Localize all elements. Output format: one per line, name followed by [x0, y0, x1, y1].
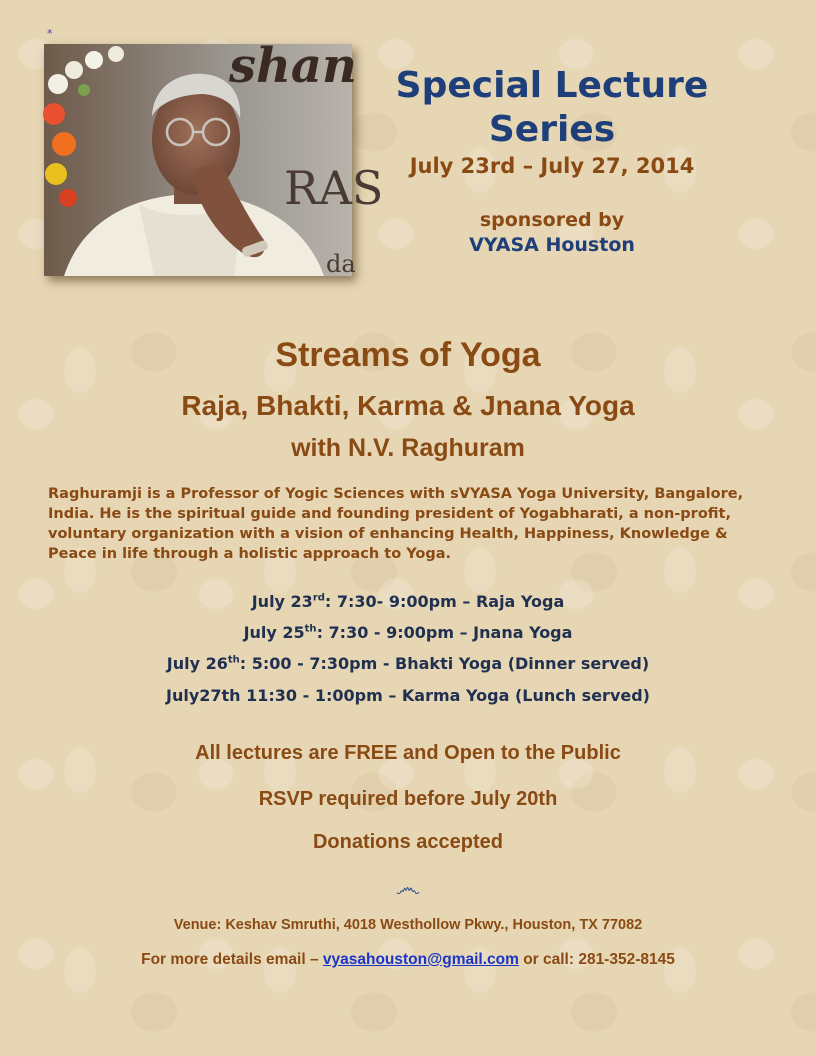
speaker-portrait-illustration [44, 38, 384, 278]
backdrop-text-top: shan [229, 38, 357, 94]
schedule-day: July 23 [251, 592, 313, 611]
schedule-item [0, 686, 816, 705]
donations-notice: Donations accepted [312, 831, 504, 853]
contact-suffix: or call: 281-352-8145 [518, 951, 675, 968]
schedule-day: July 25 [243, 623, 305, 642]
schedule-item [0, 654, 816, 673]
schedule-day-suffix: th [227, 654, 240, 666]
contact-prefix: For more details email – [141, 951, 323, 968]
rsvp-notice: RSVP required before July 20th [258, 788, 558, 810]
schedule-details: 11:30 - 1:00pm – Karma Yoga (Lunch served) [240, 686, 650, 705]
asterisk-marker: * [47, 27, 53, 40]
speaker-photo [44, 38, 384, 278]
schedule-day: July27th [165, 686, 241, 705]
contact-line [0, 951, 816, 969]
speaker-bio: Raghuramji is a Professor of Yogic Sciences with sVYASA Yoga University, Bangalore, India. He is the spiritual guide and founding president of Yogabharati, a non-profit, voluntary organization with a vision of enhancing Health, Happiness, Knowledge & Peace in life through a holistic approach to Yoga. [48, 486, 744, 562]
header-dates: July 23rd – July 27, 2014 [409, 154, 695, 178]
sponsor-org: VYASA Houston [469, 234, 635, 256]
schedule-details: : 7:30- 9:00pm – Raja Yoga [324, 592, 565, 611]
free-notice: All lectures are FREE and Open to the Public [195, 742, 621, 764]
ornament-icon: ෴ [395, 873, 421, 903]
schedule-item [0, 623, 816, 642]
header-title-line1: Special Lecture [395, 65, 709, 106]
event-title: Streams of Yoga [275, 336, 541, 374]
header-title-line2: Series [488, 109, 616, 150]
event-presenter: with N.V. Raghuram [291, 434, 525, 462]
venue-address: Venue: Keshav Smruthi, 4018 Westhollow Pkwy., Houston, TX 77082 [173, 917, 643, 933]
schedule-day-suffix: th [304, 623, 317, 635]
schedule-day-suffix: rd [312, 592, 325, 604]
schedule-details: : 5:00 - 7:30pm - Bhakti Yoga (Dinner served) [239, 654, 650, 673]
header-title [372, 64, 732, 152]
schedule-day: July 26 [166, 654, 228, 673]
backdrop-text-mid: RAS [284, 161, 384, 215]
sponsor-label: sponsored by [479, 209, 625, 231]
event-subtitle: Raja, Bhakti, Karma & Jnana Yoga [181, 390, 635, 421]
schedule-details: : 7:30 - 9:00pm – Jnana Yoga [316, 623, 573, 642]
email-link[interactable]: vyasahouston@gmail.com [322, 951, 519, 968]
schedule-item [0, 592, 816, 611]
backdrop-text-bottom: da [326, 250, 356, 278]
